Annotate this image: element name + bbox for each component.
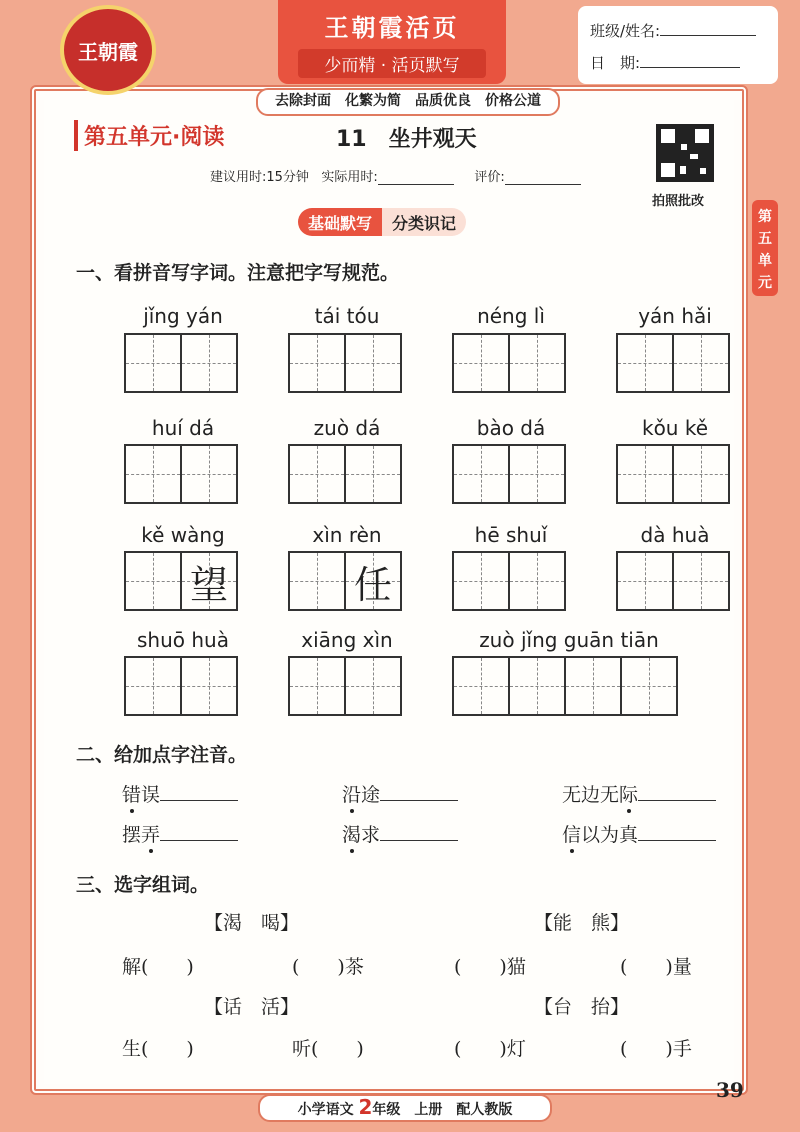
writing-grid[interactable] bbox=[616, 333, 730, 393]
pinyin: néng lì bbox=[477, 304, 545, 328]
pinyin: huí dá bbox=[151, 416, 215, 440]
pill-category: 分类识记 bbox=[382, 208, 466, 236]
fill-blank[interactable]: 听( ) bbox=[292, 1038, 364, 1060]
answer-line[interactable] bbox=[160, 824, 238, 841]
pinyin: kě wàng bbox=[141, 523, 225, 547]
fill-blank[interactable]: 解( ) bbox=[122, 956, 194, 978]
footer-badge: 小学语文 2年级 上册 配人教版 bbox=[258, 1094, 552, 1122]
suggested-time: 建议用时:15分钟 bbox=[210, 170, 309, 185]
given-char: 任 bbox=[353, 562, 392, 607]
pinyin: hē shuǐ bbox=[474, 523, 548, 547]
annotate-word: 渴求 bbox=[342, 820, 458, 847]
fill-blank[interactable]: ( )灯 bbox=[454, 1038, 526, 1060]
class-name-field[interactable] bbox=[660, 35, 756, 36]
top-banner bbox=[278, 0, 506, 84]
writing-grid[interactable] bbox=[616, 551, 730, 611]
answer-line[interactable] bbox=[638, 824, 716, 841]
writing-grid[interactable] bbox=[288, 444, 402, 504]
pinyin: xìn rèn bbox=[312, 523, 382, 547]
page-number: 39 bbox=[716, 1078, 744, 1102]
answer-line[interactable] bbox=[380, 784, 458, 801]
pinyin: jǐng yán bbox=[143, 304, 223, 328]
side-tab: 第五单元 bbox=[752, 200, 778, 296]
pinyin: tái tóu bbox=[314, 304, 380, 328]
char-choice: 【渴 喝】 bbox=[204, 912, 300, 934]
fill-blank[interactable]: ( )手 bbox=[620, 1038, 692, 1060]
writing-grid[interactable] bbox=[288, 656, 402, 716]
char-choice: 【话 活】 bbox=[204, 996, 300, 1018]
annotate-word: 信以为真 bbox=[562, 820, 716, 847]
slogan: 去除封面 化繁为简 品质优良 价格公道 bbox=[256, 88, 560, 116]
actual-time-label: 实际用时: bbox=[321, 170, 378, 185]
pinyin: zuò dá bbox=[313, 416, 381, 440]
class-name-label: 班级/姓名: bbox=[590, 22, 661, 40]
section1-title: 一、看拼音写字词。注意把字写规范。 bbox=[76, 262, 400, 284]
time-info bbox=[210, 166, 581, 185]
rating-label: 评价: bbox=[474, 170, 505, 185]
answer-line[interactable] bbox=[638, 784, 716, 801]
unit-title: 第五单元·阅读 bbox=[74, 120, 224, 151]
annotate-word: 摆弄 bbox=[122, 820, 238, 847]
annotate-word: 沿途 bbox=[342, 780, 458, 807]
date-label: 日 期: bbox=[590, 54, 641, 72]
fill-blank[interactable]: ( )茶 bbox=[292, 956, 364, 978]
given-char: 望 bbox=[189, 562, 228, 607]
qr-label: 拍照批改 bbox=[652, 194, 705, 209]
writing-grid[interactable] bbox=[452, 333, 566, 393]
writing-grid[interactable] bbox=[124, 656, 238, 716]
pinyin: dà huà bbox=[640, 523, 710, 547]
pill-basic: 基础默写 bbox=[298, 208, 382, 236]
fill-blank[interactable]: ( )量 bbox=[620, 956, 692, 978]
section3-title: 三、选字组词。 bbox=[76, 874, 210, 896]
lesson-title: 11 坐井观天 bbox=[336, 127, 477, 152]
writing-grid[interactable] bbox=[452, 444, 566, 504]
banner-subtitle: 少而精 · 活页默写 bbox=[298, 49, 486, 78]
annotate-word: 无边无际 bbox=[562, 780, 716, 807]
writing-grid[interactable] bbox=[124, 333, 238, 393]
writing-grid[interactable] bbox=[288, 551, 402, 611]
writing-grid[interactable] bbox=[452, 656, 678, 716]
name-box bbox=[578, 6, 778, 84]
qr-code[interactable] bbox=[656, 124, 714, 182]
char-choice: 【台 抬】 bbox=[534, 996, 630, 1018]
answer-line[interactable] bbox=[160, 784, 238, 801]
date-field[interactable] bbox=[640, 67, 740, 68]
pinyin: xiāng xìn bbox=[301, 628, 393, 652]
fill-blank[interactable]: ( )猫 bbox=[454, 956, 526, 978]
writing-grid[interactable] bbox=[616, 444, 730, 504]
fill-blank[interactable]: 生( ) bbox=[122, 1038, 194, 1060]
section2-title: 二、给加点字注音。 bbox=[76, 744, 248, 766]
section-pill bbox=[298, 208, 466, 236]
pinyin: yán hǎi bbox=[638, 304, 712, 328]
writing-grid[interactable] bbox=[288, 333, 402, 393]
annotate-word: 错误 bbox=[122, 780, 238, 807]
banner-title: 王朝霞活页 bbox=[324, 13, 460, 42]
pinyin: bào dá bbox=[476, 416, 546, 440]
rating-field[interactable] bbox=[505, 184, 581, 185]
pinyin: zuò jǐng guān tiān bbox=[479, 628, 659, 652]
writing-grid[interactable] bbox=[124, 551, 238, 611]
writing-grid[interactable] bbox=[124, 444, 238, 504]
brand-logo bbox=[60, 5, 156, 95]
actual-time-field[interactable] bbox=[378, 184, 454, 185]
logo-text: 王朝霞 bbox=[78, 39, 138, 64]
writing-grid[interactable] bbox=[452, 551, 566, 611]
pinyin: shuō huà bbox=[137, 628, 229, 652]
answer-line[interactable] bbox=[380, 824, 458, 841]
pinyin: kǒu kě bbox=[641, 416, 709, 440]
char-choice: 【能 熊】 bbox=[534, 912, 630, 934]
